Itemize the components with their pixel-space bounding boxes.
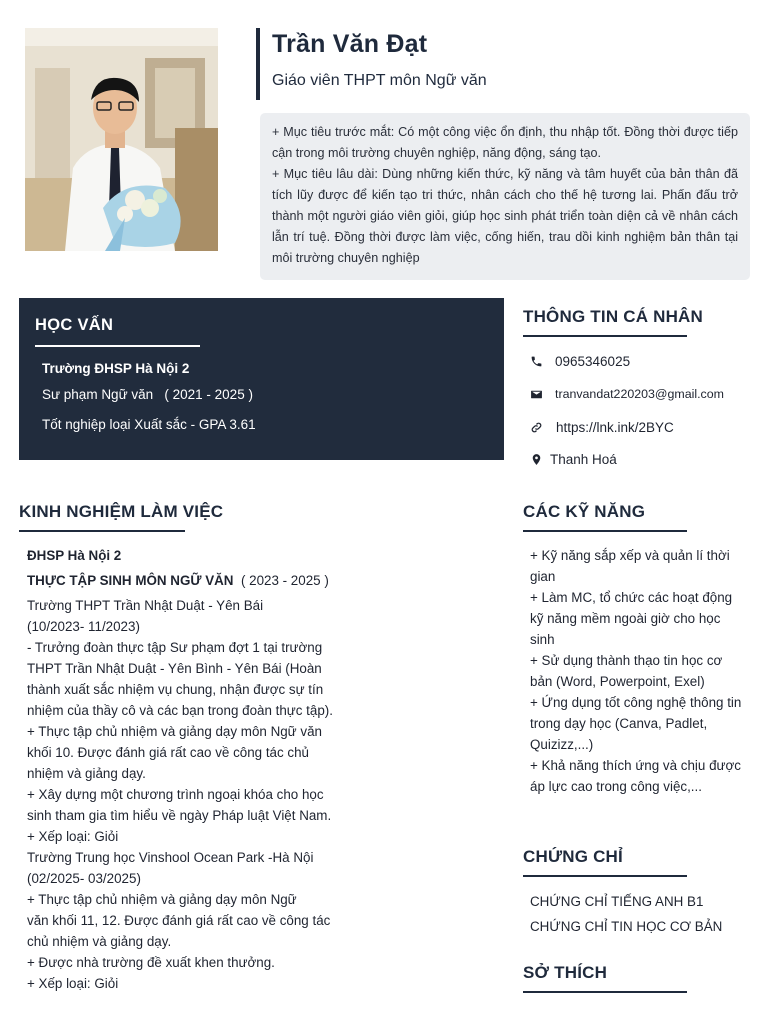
- experience-line: khối 10. Được đánh giá rất cao về công tác chủ: [27, 745, 310, 760]
- experience-company: ĐHSP Hà Nội 2: [27, 548, 122, 563]
- skill-item: + Khả năng thích ứng và chịu được áp lực cao trong công việc,...: [530, 758, 741, 794]
- contact-title-underline: [523, 335, 687, 337]
- experience-line: (10/2023- 11/2023): [27, 619, 140, 634]
- contact-link-value[interactable]: https://lnk.ink/2BYC: [556, 420, 674, 435]
- contact-location-value: Thanh Hoá: [550, 452, 617, 467]
- objective-long-term: + Mục tiêu lâu dài: Dùng những kiến thức, kỹ năng và tâm huyết của bản thân đã tích lũy được để kiến tạo tri thức, nhân cách cho thế hệ tương lai. Phấn đấu trở thành một người giáo viên giỏi, giúp học sinh phát triển toàn diện cả về nhân cách lẫn trí tuệ. Đồng thời được làm việc, cống hiến, trau dồi kinh nghiệm bản thân tại môi trường chuyên nghiệp: [272, 167, 738, 265]
- experience-line: + Xếp loại: Giỏi: [27, 976, 119, 991]
- experience-title-underline: [19, 530, 185, 532]
- contact-phone: [529, 354, 630, 369]
- education-title: HỌC VẤN: [35, 316, 114, 334]
- experience-line: thành xuất sắc nhiệm vụ chung, nhận được sự tín: [27, 682, 324, 697]
- career-objective: [260, 113, 750, 280]
- skill-item: + Sử dụng thành thạo tin học cơ bản (Word, Powerpoint, Exel): [530, 653, 723, 689]
- skill-item: + Ứng dụng tốt công nghệ thông tin trong dạy học (Canva, Padlet, Quizizz,...): [530, 695, 742, 752]
- experience-line: nhiệm của thầy cô và các bạn trong đoàn thực tập).: [27, 703, 333, 718]
- hobbies-title: SỞ THÍCH: [523, 963, 608, 982]
- contact-email-value[interactable]: tranvandat220203@gmail.com: [555, 387, 724, 401]
- certificate-item: CHỨNG CHỈ TIẾNG ANH B1: [530, 894, 704, 909]
- experience-line: + Xây dựng một chương trình ngoại khóa cho học: [27, 787, 324, 802]
- education-major-period: [42, 387, 253, 402]
- objective-short-term: + Mục tiêu trước mắt: Có một công việc ổn định, thu nhập tốt. Đồng thời được tiếp cận trong môi trường chuyên nghiệp, năng động, sáng tạo.: [272, 125, 738, 160]
- education-period: ( 2021 - 2025 ): [164, 387, 253, 402]
- profile-photo-illustration: [25, 28, 218, 251]
- certificates-title-underline: [523, 875, 687, 877]
- experience-line: (02/2025- 03/2025): [27, 871, 141, 886]
- location-pin-icon: [529, 453, 543, 467]
- certificate-item: CHỨNG CHỈ TIN HỌC CƠ BẢN: [530, 919, 723, 934]
- contact-phone-value: 0965346025: [555, 354, 631, 369]
- certificates-title: CHỨNG CHỈ: [523, 847, 623, 866]
- experience-line: THPT Trần Nhật Duật - Yên Bình - Yên Bái (Hoàn: [27, 661, 322, 676]
- experience-line: + Xếp loại: Giỏi: [27, 829, 119, 844]
- candidate-name: Trần Văn Đạt: [272, 30, 428, 58]
- contact-title: THÔNG TIN CÁ NHÂN: [523, 307, 703, 326]
- education-major: Sư phạm Ngữ văn: [42, 387, 154, 402]
- profile-photo: [25, 28, 218, 251]
- experience-line: văn khối 11, 12. Được đánh giá rất cao về công tác: [27, 913, 331, 928]
- experience-line: + Thực tập chủ nhiệm và giảng dạy môn Ngữ: [27, 892, 297, 907]
- skill-item: + Kỹ năng sắp xếp và quản lí thời gian: [530, 548, 730, 584]
- experience-line: Trường THPT Trần Nhật Duật - Yên Bái: [27, 598, 264, 613]
- education-title-underline: [35, 345, 200, 347]
- contact-location: [529, 452, 617, 467]
- skills-title: CÁC KỸ NĂNG: [523, 502, 646, 521]
- contact-email: [529, 387, 724, 401]
- experience-line: chủ nhiệm và giảng dạy.: [27, 934, 172, 949]
- experience-content: [27, 545, 372, 994]
- experience-position-row: [27, 570, 372, 591]
- certificates-list: [530, 889, 722, 939]
- hobbies-title-underline: [523, 991, 687, 993]
- education-section: [19, 298, 504, 460]
- candidate-role: Giáo viên THPT môn Ngữ văn: [272, 72, 487, 89]
- experience-line: + Thực tập chủ nhiệm và giảng dạy môn Ngữ văn: [27, 724, 322, 739]
- experience-position: THỰC TẬP SINH MÔN NGỮ VĂN: [27, 573, 234, 588]
- experience-title: KINH NGHIỆM LÀM VIỆC: [19, 502, 224, 521]
- contact-link: [529, 420, 674, 435]
- experience-line: Trường Trung học Vinshool Ocean Park -Hà Nội: [27, 850, 314, 865]
- experience-line: + Được nhà trường đề xuất khen thưởng.: [27, 955, 275, 970]
- education-school: Trường ĐHSP Hà Nội 2: [42, 361, 190, 376]
- link-icon: [529, 421, 543, 435]
- phone-icon: [529, 355, 543, 369]
- name-accent-bar: [256, 28, 260, 100]
- skills-title-underline: [523, 530, 687, 532]
- email-icon: [529, 387, 543, 401]
- experience-line: - Trưởng đoàn thực tập Sư phạm đợt 1 tại trường: [27, 640, 323, 655]
- education-graduation: Tốt nghiệp loại Xuất sắc - GPA 3.61: [42, 417, 256, 432]
- skills-list: [530, 545, 745, 797]
- experience-line: nhiệm và giảng dạy.: [27, 766, 146, 781]
- experience-line: sinh tham gia tìm hiểu về ngày Pháp luật Việt Nam.: [27, 808, 332, 823]
- skill-item: + Làm MC, tổ chức các hoạt động kỹ năng mềm ngoài giờ cho học sinh: [530, 590, 733, 647]
- experience-period: ( 2023 - 2025 ): [240, 573, 329, 588]
